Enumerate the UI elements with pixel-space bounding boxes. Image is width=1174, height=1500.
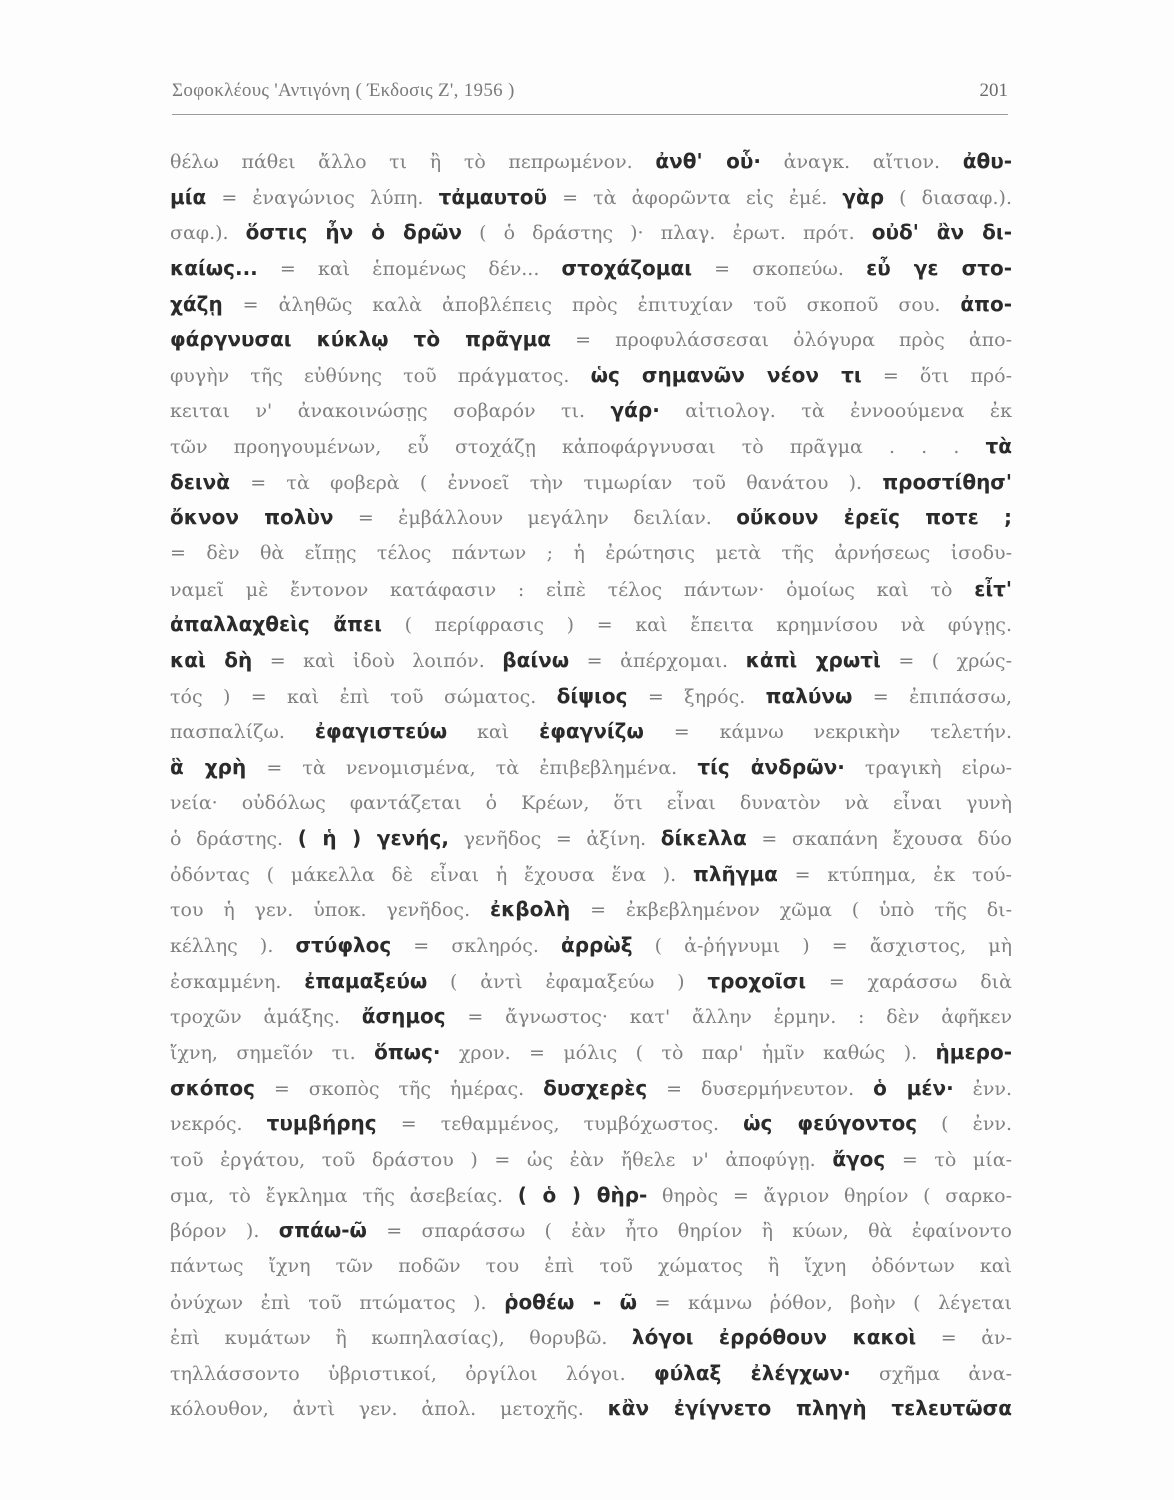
headword-term: μία: [170, 184, 207, 209]
text-line: [170, 607, 1012, 643]
headword-term: ἡμερο-: [935, 1040, 1012, 1065]
text-line: [170, 679, 1012, 715]
running-head: Σοφοκλέους 'Αντιγόνη ( Έκδοσις Ζ', 1956 ): [172, 80, 515, 101]
gloss-text: = τὰ φοβερὰ ( ἐννοεῖ τὴν τιμωρίαν τοῦ θανάτου ).: [230, 471, 883, 494]
text-line: [170, 500, 1012, 536]
text-line: [170, 429, 1012, 465]
gloss-text: σαφ.).: [170, 222, 246, 245]
gloss-text: = ἀληθῶς καλὰ ἀποβλέπεις πρὸς ἐπιτυχίαν τοῦ σκοποῦ σου.: [222, 293, 961, 316]
gloss-text: ( ἀντὶ ἐφαμαξεύω ): [427, 970, 708, 993]
gloss-text: = κάμνω ῥόθον, βοὴν ( λέγεται: [637, 1291, 1012, 1314]
gloss-text: = κάμνω νεκρικὴν τελετήν.: [643, 721, 1012, 744]
headword-term: τὰ: [985, 434, 1012, 459]
headword-term: δίκελλα: [660, 826, 747, 851]
headword-term: ἄσημος: [361, 1004, 446, 1029]
headword-term: οὔκουν ἐρεῖς ποτε ;: [736, 505, 1012, 530]
gloss-text: σχῆμα ἀνα-: [850, 1362, 1012, 1385]
text-line: [170, 1142, 1012, 1178]
headword-term: ( ὁ ) θὴρ-: [517, 1182, 648, 1207]
gloss-text: = χαράσσω διὰ: [806, 970, 1012, 993]
headword-term: ὡς φεύγοντος: [743, 1111, 918, 1136]
headword-term: ὅπως·: [374, 1040, 441, 1065]
gloss-text: φυγὴν τῆς εὐθύνης τοῦ πράγματος.: [170, 364, 591, 387]
headword-term: εἶτ': [974, 576, 1012, 601]
gloss-text: τροχῶν ἁμάξης.: [170, 1006, 362, 1029]
headword-term: ἀπο-: [960, 291, 1012, 316]
page-header: [172, 80, 1008, 112]
gloss-text: ὀδόντας ( μάκελλα δὲ εἶναι ἡ ἔχουσα ἕνα ).: [170, 863, 694, 886]
gloss-text: = σκοπεύω.: [692, 257, 867, 280]
headword-term: τροχοῖσι: [707, 968, 807, 993]
gloss-text: ( ἐνν.: [917, 1113, 1012, 1136]
gloss-text: = τεθαμμένος, τυμβόχωστος.: [376, 1113, 744, 1136]
gloss-text: = ξηρός.: [627, 685, 766, 708]
text-line: [170, 892, 1012, 928]
headword-term: χάζῃ: [170, 291, 223, 316]
text-line: [170, 1320, 1012, 1356]
gloss-text: νεκρός.: [170, 1113, 267, 1136]
text-line: [170, 1249, 1012, 1285]
gloss-text: = ἐμβάλλουν μεγάλην δειλίαν.: [333, 507, 737, 530]
gloss-text: = ἐναγώνιος λύπη.: [206, 186, 439, 209]
headword-term: γὰρ: [842, 184, 885, 209]
headword-term: ἐφαγιστεύω: [314, 719, 448, 744]
headword-term: ὁ μέν·: [873, 1075, 954, 1100]
gloss-text: ὀνύχων ἐπὶ τοῦ πτώματος ).: [170, 1291, 505, 1314]
headword-term: λόγοι ἐρρόθουν κακοὶ: [631, 1325, 917, 1350]
gloss-text: πασπαλίζω.: [170, 721, 315, 744]
text-line: [170, 572, 1012, 608]
headword-term: οὐδ' ἂν δι-: [871, 220, 1012, 245]
headword-term: στοχάζομαι: [561, 255, 693, 280]
gloss-text: = καὶ ἑπομένως δέν...: [257, 257, 562, 280]
gloss-text: = σκαπάνη ἔχουσα δύο: [746, 828, 1012, 851]
headword-term: γάρ·: [610, 398, 660, 423]
headword-term: φάργνυσαι κύκλῳ τὸ πρᾶγμα: [170, 327, 552, 352]
gloss-text: σμα, τὸ ἔγκλημα τῆς ἀσεβείας.: [170, 1184, 518, 1207]
gloss-text: ναμεῖ μὲ ἔντονον κατάφασιν : εἰπὲ τέλος πάντων· ὁμοίως καὶ τὸ: [170, 578, 975, 601]
gloss-text: νεία· οὐδόλως φαντάζεται ὁ Κρέων, ὅτι εἶναι δυνατὸν νὰ εἶναι γυνὴ: [170, 791, 1012, 814]
headword-term: ἀπαλλαχθεὶς ἄπει: [170, 612, 382, 637]
headword-term: στύφλος: [295, 933, 392, 958]
headword-term: δεινὰ: [170, 469, 231, 494]
text-line: [170, 180, 1012, 216]
gloss-text: του ἡ γεν. ὑποκ. γενῆδος.: [170, 899, 490, 922]
gloss-text: πάντως ἴχνη τῶν ποδῶν του ἐπὶ τοῦ χώματος ἢ ἴχνη ὀδόντων καὶ: [170, 1254, 1012, 1277]
gloss-text: ἴχνη, σημεῖόν τι.: [170, 1042, 375, 1065]
gloss-text: ( περίφρασις ) = καὶ ἔπειτα κρημνίσου νὰ φύγῃς.: [381, 614, 1012, 637]
gloss-text: καὶ: [447, 721, 540, 744]
gloss-text: τῶν προηγουμένων, εὖ στοχάζῃ κἀποφάργνυσαι τὸ πρᾶγμα . . .: [170, 436, 986, 459]
headword-term: σκόπος: [170, 1075, 255, 1100]
headword-term: ( ἡ ) γενής,: [297, 826, 449, 851]
headword-term: κἂν ἐγίγνετο πληγὴ τελευτῶσα: [607, 1396, 1012, 1421]
gloss-text: = σκοπὸς τῆς ἡμέρας.: [254, 1077, 544, 1100]
text-line: [170, 1035, 1012, 1071]
headword-term: καὶ δὴ: [170, 647, 253, 672]
gloss-text: ( ὁ δράστης )· πλαγ. ἐρωτ. πρότ.: [462, 222, 872, 245]
gloss-text: = προφυλάσσεσαι ὀλόγυρα πρὸς ἀπο-: [551, 329, 1012, 352]
gloss-text: = τὸ μία-: [885, 1148, 1012, 1171]
gloss-text: = δυσερμήνευτον.: [647, 1077, 874, 1100]
gloss-text: ( ἀ-ῥήγνυμι ) = ἄσχιστος, μὴ: [632, 935, 1012, 958]
gloss-text: τραγικὴ εἰρω-: [844, 756, 1012, 779]
text-line: [170, 750, 1012, 786]
gloss-text: = ἀν-: [916, 1327, 1012, 1350]
text-line: [170, 1285, 1012, 1321]
text-line: [170, 1213, 1012, 1249]
headword-term: τίς ἀνδρῶν·: [697, 754, 845, 779]
text-line: [170, 287, 1012, 323]
gloss-text: βόρον ).: [170, 1220, 279, 1243]
gloss-text: τοῦ ἐργάτου, τοῦ δράστου ) = ὡς ἐὰν ἤθελε ν' ἀποφύγῃ.: [170, 1148, 833, 1171]
headword-term: κἀπὶ χρωτὶ: [745, 647, 881, 672]
gloss-text: ( διασαφ.).: [884, 186, 1012, 209]
gloss-text: αἰτιολογ. τὰ ἐννοούμενα ἐκ: [659, 400, 1012, 423]
gloss-text: θηρὸς = ἄγριον θηρίον ( σαρκο-: [647, 1184, 1012, 1207]
gloss-text: χρον. = μόλις ( τὸ παρ' ἡμῖν καθώς ).: [440, 1042, 936, 1065]
headword-term: πλῆγμα: [693, 861, 778, 886]
gloss-text: = τὰ ἀφορῶντα εἰς ἐμέ.: [547, 186, 843, 209]
headword-term: ἃ χρὴ: [170, 754, 247, 779]
gloss-text: ἀναγκ. αἴτιον.: [761, 151, 963, 173]
headword-term: ἐπαμαξεύω: [304, 968, 428, 993]
text-line: [170, 1178, 1012, 1214]
headword-term: φύλαξ ἐλέγχων·: [654, 1360, 851, 1385]
text-line: [170, 393, 1012, 429]
text-line: [170, 251, 1012, 287]
text-line: [170, 999, 1012, 1035]
headword-term: προστίθησ': [882, 469, 1012, 494]
text-line: [170, 857, 1012, 893]
headword-term: ὡς σημανῶν νέον τι: [590, 362, 862, 387]
commentary-text: [170, 144, 1012, 1427]
text-line: [170, 821, 1012, 857]
gloss-text: = ( χρώς-: [880, 649, 1012, 672]
gloss-text: ὁ δράστης.: [170, 828, 298, 851]
gloss-text: = τὰ νενομισμένα, τὰ ἐπιβεβλημένα.: [246, 756, 698, 779]
text-line: [170, 1356, 1012, 1392]
gloss-text: γενῆδος = ἀξίνη.: [448, 828, 661, 851]
header-rule: [172, 114, 1008, 115]
headword-term: σπάω-ῶ: [278, 1218, 367, 1243]
gloss-text: = ἐπιπάσσω,: [852, 685, 1012, 708]
gloss-text: = καὶ ἰδοὺ λοιπόν.: [252, 649, 503, 672]
text-line: [170, 322, 1012, 358]
headword-term: ἀνθ' οὗ·: [655, 149, 761, 173]
gloss-text: = σκληρός.: [391, 935, 561, 958]
headword-term: εὖ γε στο-: [866, 255, 1012, 280]
headword-term: τυμβήρης: [266, 1111, 377, 1136]
headword-term: ἀρρὼξ: [560, 933, 633, 958]
text-line: [170, 536, 1012, 572]
headword-term: παλύνω: [765, 683, 853, 708]
headword-term: ὄκνον πολὺν: [170, 505, 334, 530]
text-line: [170, 358, 1012, 394]
headword-term: βαίνω: [502, 647, 570, 672]
text-line: [170, 964, 1012, 1000]
headword-term: δυσχερὲς: [543, 1075, 648, 1100]
headword-term: ὅστις ἦν ὁ δρῶν: [245, 220, 463, 245]
gloss-text: ἐσκαμμένη.: [170, 970, 305, 993]
text-line: [170, 144, 1012, 180]
gloss-text: = ἄγνωστος· κατ' ἄλλην ἑρμην. : δὲν ἀφῆκεν: [445, 1006, 1012, 1029]
gloss-text: = δὲν θὰ εἴπῃς τέλος πάντων ; ἡ ἐρώτησις μετὰ τῆς ἀρνήσεως ἰσοδυ-: [170, 542, 1012, 565]
gloss-text: = κτύπημα, ἐκ τού-: [777, 863, 1012, 886]
text-line: [170, 215, 1012, 251]
text-line: [170, 1106, 1012, 1142]
headword-term: ῥοθέω - ῶ: [504, 1289, 638, 1314]
headword-term: ἀθυ-: [962, 149, 1012, 173]
text-line: [170, 643, 1012, 679]
text-line: [170, 465, 1012, 501]
headword-term: ἄγος: [832, 1146, 886, 1171]
headword-term: καίως...: [170, 255, 258, 280]
text-line: [170, 714, 1012, 750]
gloss-text: κέλλης ).: [170, 935, 296, 958]
gloss-text: τός ) = καὶ ἐπὶ τοῦ σώματος.: [170, 685, 557, 708]
gloss-text: = σπαράσσω ( ἐὰν ἦτο θηρίον ἢ κύων, θὰ ἐφαίνοντο: [366, 1220, 1012, 1243]
headword-term: ἐκβολὴ: [489, 897, 571, 922]
gloss-text: τηλλάσσοντο ὑβριστικοί, ὀργίλοι λόγοι.: [170, 1362, 654, 1385]
gloss-text: θέλω πάθει ἄλλο τι ἢ τὸ πεπρωμένον.: [170, 151, 656, 173]
text-line: [170, 1391, 1012, 1427]
headword-term: δίψιος: [556, 683, 628, 708]
gloss-text: = ὅτι πρό-: [861, 364, 1012, 387]
gloss-text: = ἀπέρχομαι.: [569, 649, 746, 672]
headword-term: ἐφαγνίζω: [539, 719, 644, 744]
page-number: 201: [979, 80, 1008, 101]
text-line: [170, 786, 1012, 822]
text-line: [170, 928, 1012, 964]
gloss-text: = ἐκβεβλημένον χῶμα ( ὑπὸ τῆς δι-: [570, 899, 1012, 922]
gloss-text: κόλουθον, ἀντὶ γεν. ἀπολ. μετοχῆς.: [170, 1398, 608, 1421]
text-line: [170, 1071, 1012, 1107]
gloss-text: ἐπὶ κυμάτων ἢ κωπηλασίας), θορυβῶ.: [170, 1327, 632, 1350]
gloss-text: ἐνν.: [953, 1077, 1012, 1100]
headword-term: τἀμαυτοῦ: [438, 184, 548, 209]
gloss-text: κειται ν' ἀνακοινώσῃς σοβαρόν τι.: [170, 400, 611, 423]
